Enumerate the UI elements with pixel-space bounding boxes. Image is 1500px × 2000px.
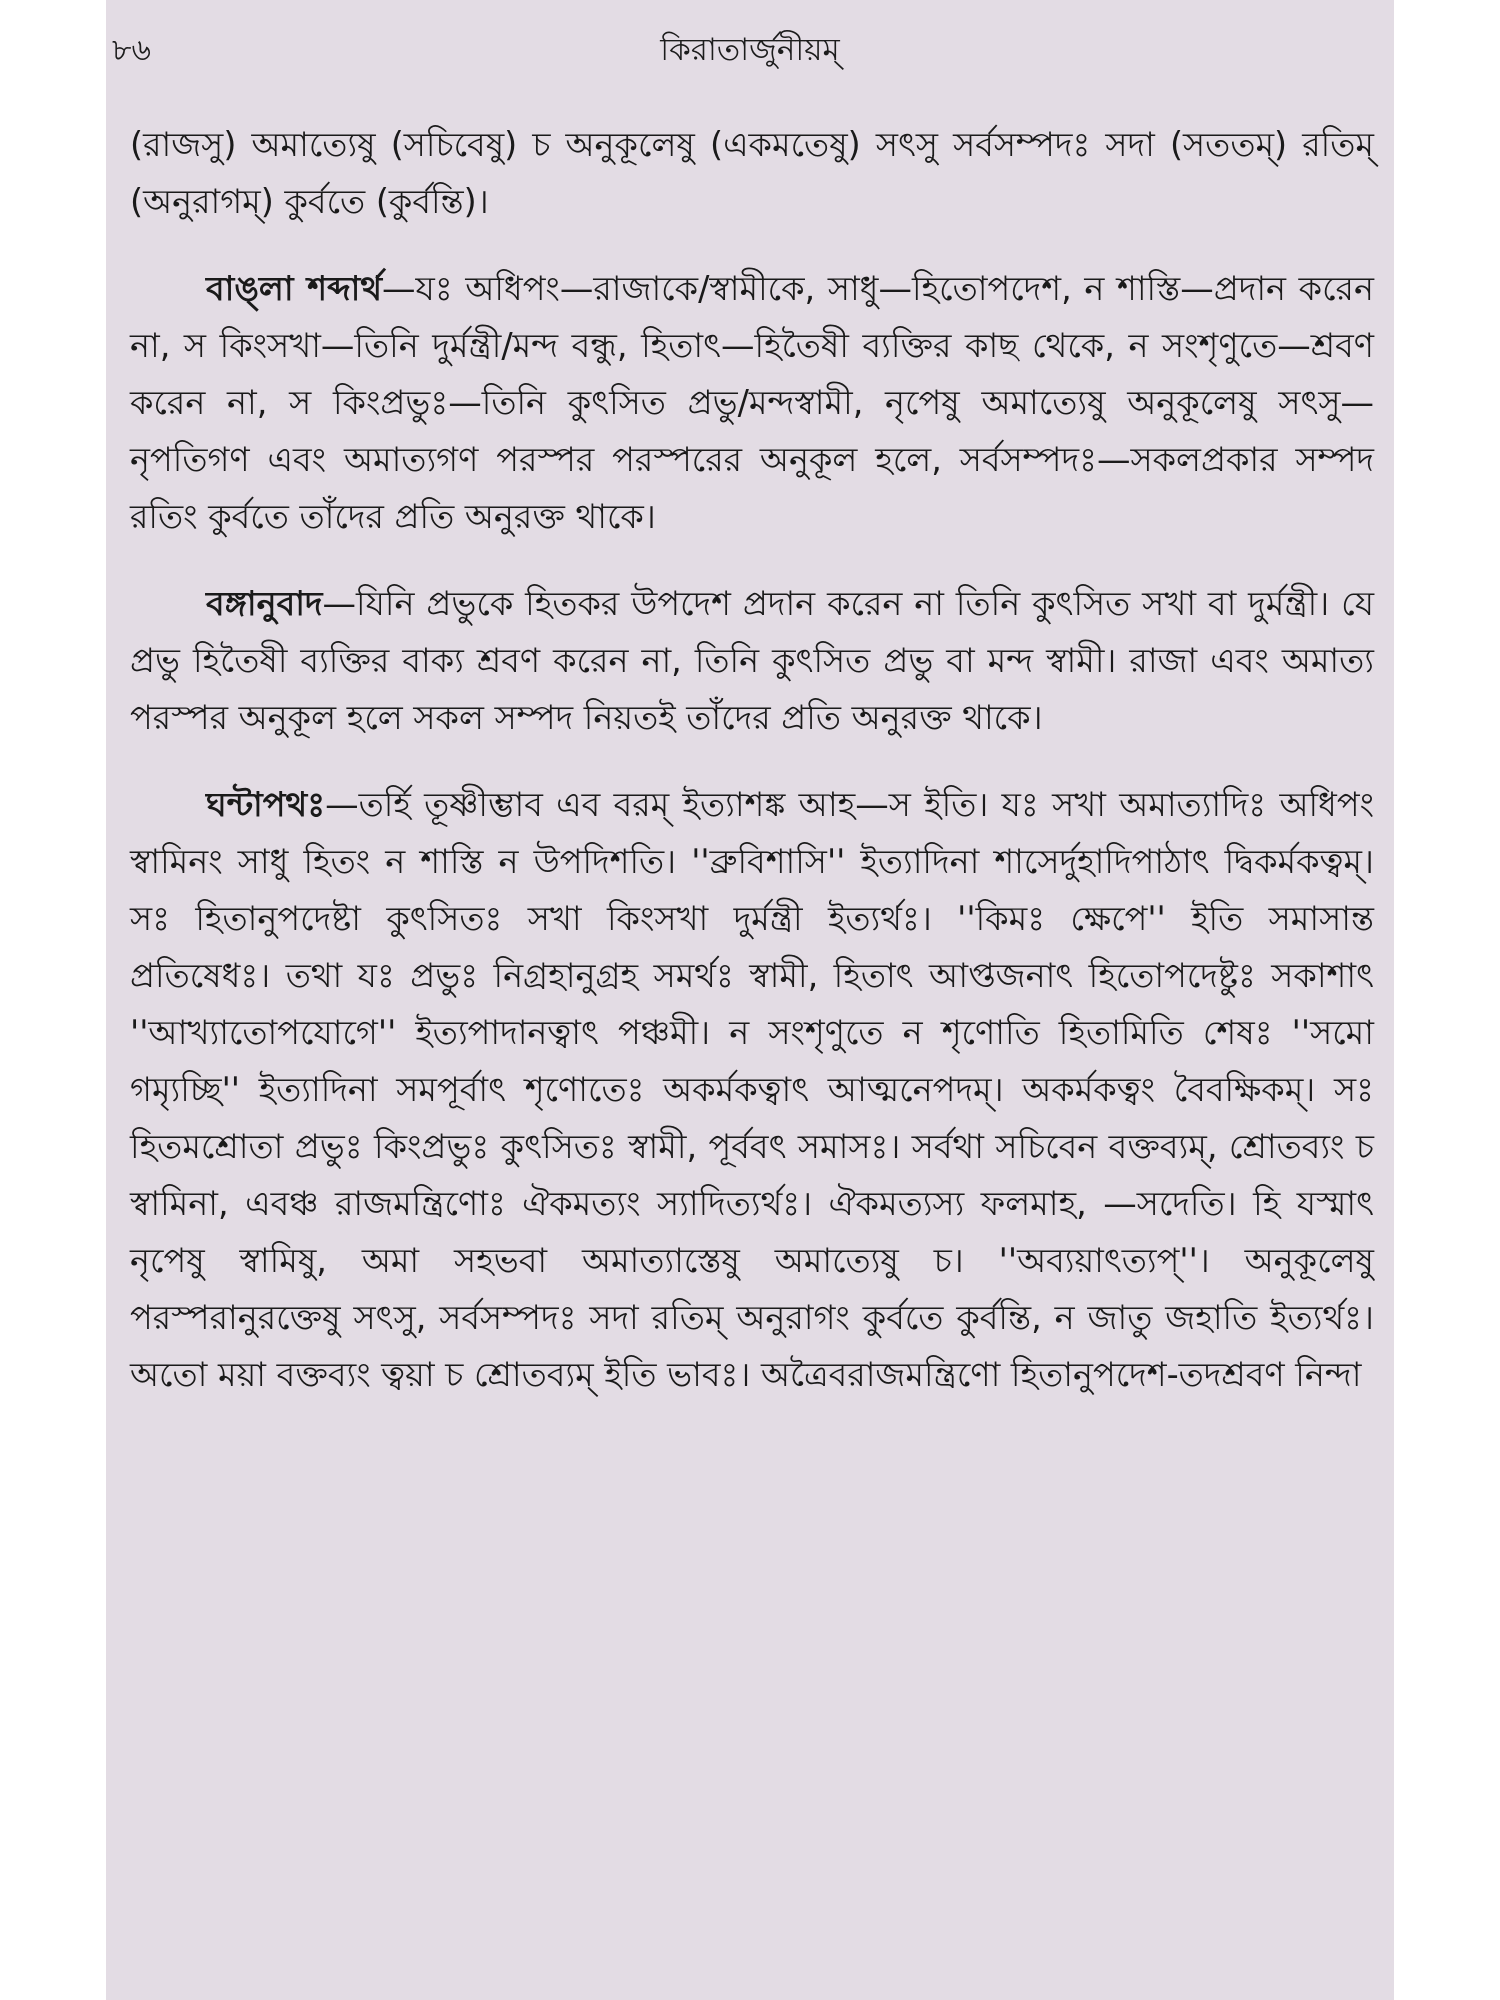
page-header xyxy=(106,22,1394,82)
commentary-paragraph xyxy=(130,776,1374,1403)
word-meaning-heading: বাঙ্‌লা শব্দার্থ xyxy=(206,269,383,308)
book-page xyxy=(106,0,1394,2000)
paragraph-text: —তর্হি তূষ্ণীম্ভাব এব বরম্ ইত্যাশঙ্ক আহ—স ইতি। যঃ সখা অমাত্যাদিঃ অধিপং স্বামিনং সাধু হিতং ন শাস্তি ন উপদিশতি। ''ব্রুবিশাসি'' ইত্যাদিনা শাসের্দুহাদিপাঠাৎ দ্বিকর্মকত্বম্। সঃ হিতানুপদেষ্টা কুৎসিতঃ সখা কিংসখা দুর্মন্ত্রী ইত্যর্থঃ। ''কিমঃ ক্ষেপে'' ইতি সমাসান্ত প্রতিষেধঃ। তথা যঃ প্রভুঃ নিগ্রহানুগ্রহ সমর্থঃ স্বামী, হিতাৎ আপ্তজনাৎ হিতোপদেষ্টুঃ সকাশাৎ ''আখ্যাতোপযোগে'' ইত্যপাদানত্বাৎ পঞ্চমী। ন সংশৃণুতে ন শৃণোতি হিতামিতি শেষঃ ''সমো গম্যৃচ্ছি'' ইত্যাদিনা সমপূর্বাৎ শৃণোতেঃ অকর্মকত্বাৎ আত্মনেপদম্। অকর্মকত্বং বৈবক্ষিকম্। সঃ হিতমশ্রোতা প্রভুঃ কিংপ্রভুঃ কুৎসিতঃ স্বামী, পূর্ববৎ সমাসঃ। সর্বথা সচিবেন বক্তব্যম্, শ্রোতব্যং চ স্বামিনা, এবঞ্চ রাজমন্ত্রিণোঃ ঐকমত্যং স্যাদিত্যর্থঃ। ঐকমত্যস্য ফলমাহ, —সদেতি। হি যস্মাৎ নৃপেষু স্বামিষু, অমা সহভবা অমাত্যাস্তেষু অমাত্যেষু চ। ''অব্যয়াৎত্যপ্''। অনুকূলেষু পরস্পরানুরক্তেষু সৎসু, সর্বসম্পদঃ সদা রতিম্ অনুরাগং কুর্বতে কুর্বন্তি, ন জাতু জহাতি ইত্যর্থঃ। অতো ময়া বক্তব্যং ত্বয়া চ শ্রোতব্যম্ ইতি ভাবঃ। অত্রৈবরাজমন্ত্রিণো হিতানুপদেশ-তদশ্রবণ নিন্দা xyxy=(130,785,1374,1394)
paragraph-text: —যঃ অধিপং—রাজাকে/স্বামীকে, সাধু—হিতোপদেশ, ন শাস্তি—প্রদান করেন না, স কিংসখা—তিনি দুর্মন্ত্রী/মন্দ বন্ধু, হিতাৎ—হিতৈষী ব্যক্তির কাছ থেকে, ন সংশৃণুতে—শ্রবণ করেন না, স কিংপ্রভুঃ—তিনি কুৎসিত প্রভু/মন্দস্বামী, নৃপেষু অমাত্যেষু অনুকূলেষু সৎসু—নৃপতিগণ এবং অমাত্যগণ পরস্পর পরস্পরের অনুকূল হলে, সর্বসম্পদঃ—সকলপ্রকার সম্পদ রতিং কুর্বতে তাঁদের প্রতি অনুরক্ত থাকে। xyxy=(130,269,1374,536)
paragraph-text: (রাজসু) অমাত্যেষু (সচিবেষু) চ অনুকূলেষু (একমতেষু) সৎসু সর্বসম্পদঃ সদা (সততম্) রতিম্ (অনুরাগম্) কুর্বতে (কুর্বন্তি)। xyxy=(130,125,1374,221)
translation-heading: বঙ্গানুবাদ xyxy=(206,584,323,623)
word-meaning-paragraph xyxy=(130,260,1374,545)
continued-paragraph xyxy=(130,116,1374,230)
paragraph-text: —যিনি প্রভুকে হিতকর উপদেশ প্রদান করেন না তিনি কুৎসিত সখা বা দুর্মন্ত্রী। যে প্রভু হিতৈষী ব্যক্তির বাক্য শ্রবণ করেন না, তিনি কুৎসিত প্রভু বা মন্দ স্বামী। রাজা এবং অমাত্য পরস্পর অনুকূল হলে সকল সম্পদ নিয়তই তাঁদের প্রতি অনুরক্ত থাকে। xyxy=(130,584,1374,737)
page-number: ৮৬ xyxy=(112,33,151,68)
page-body xyxy=(130,116,1374,1403)
running-title: কিরাতার্জুনীয়ম্ xyxy=(660,32,840,68)
translation-paragraph xyxy=(130,575,1374,746)
commentary-heading: ঘন্টাপথঃ xyxy=(206,785,326,824)
